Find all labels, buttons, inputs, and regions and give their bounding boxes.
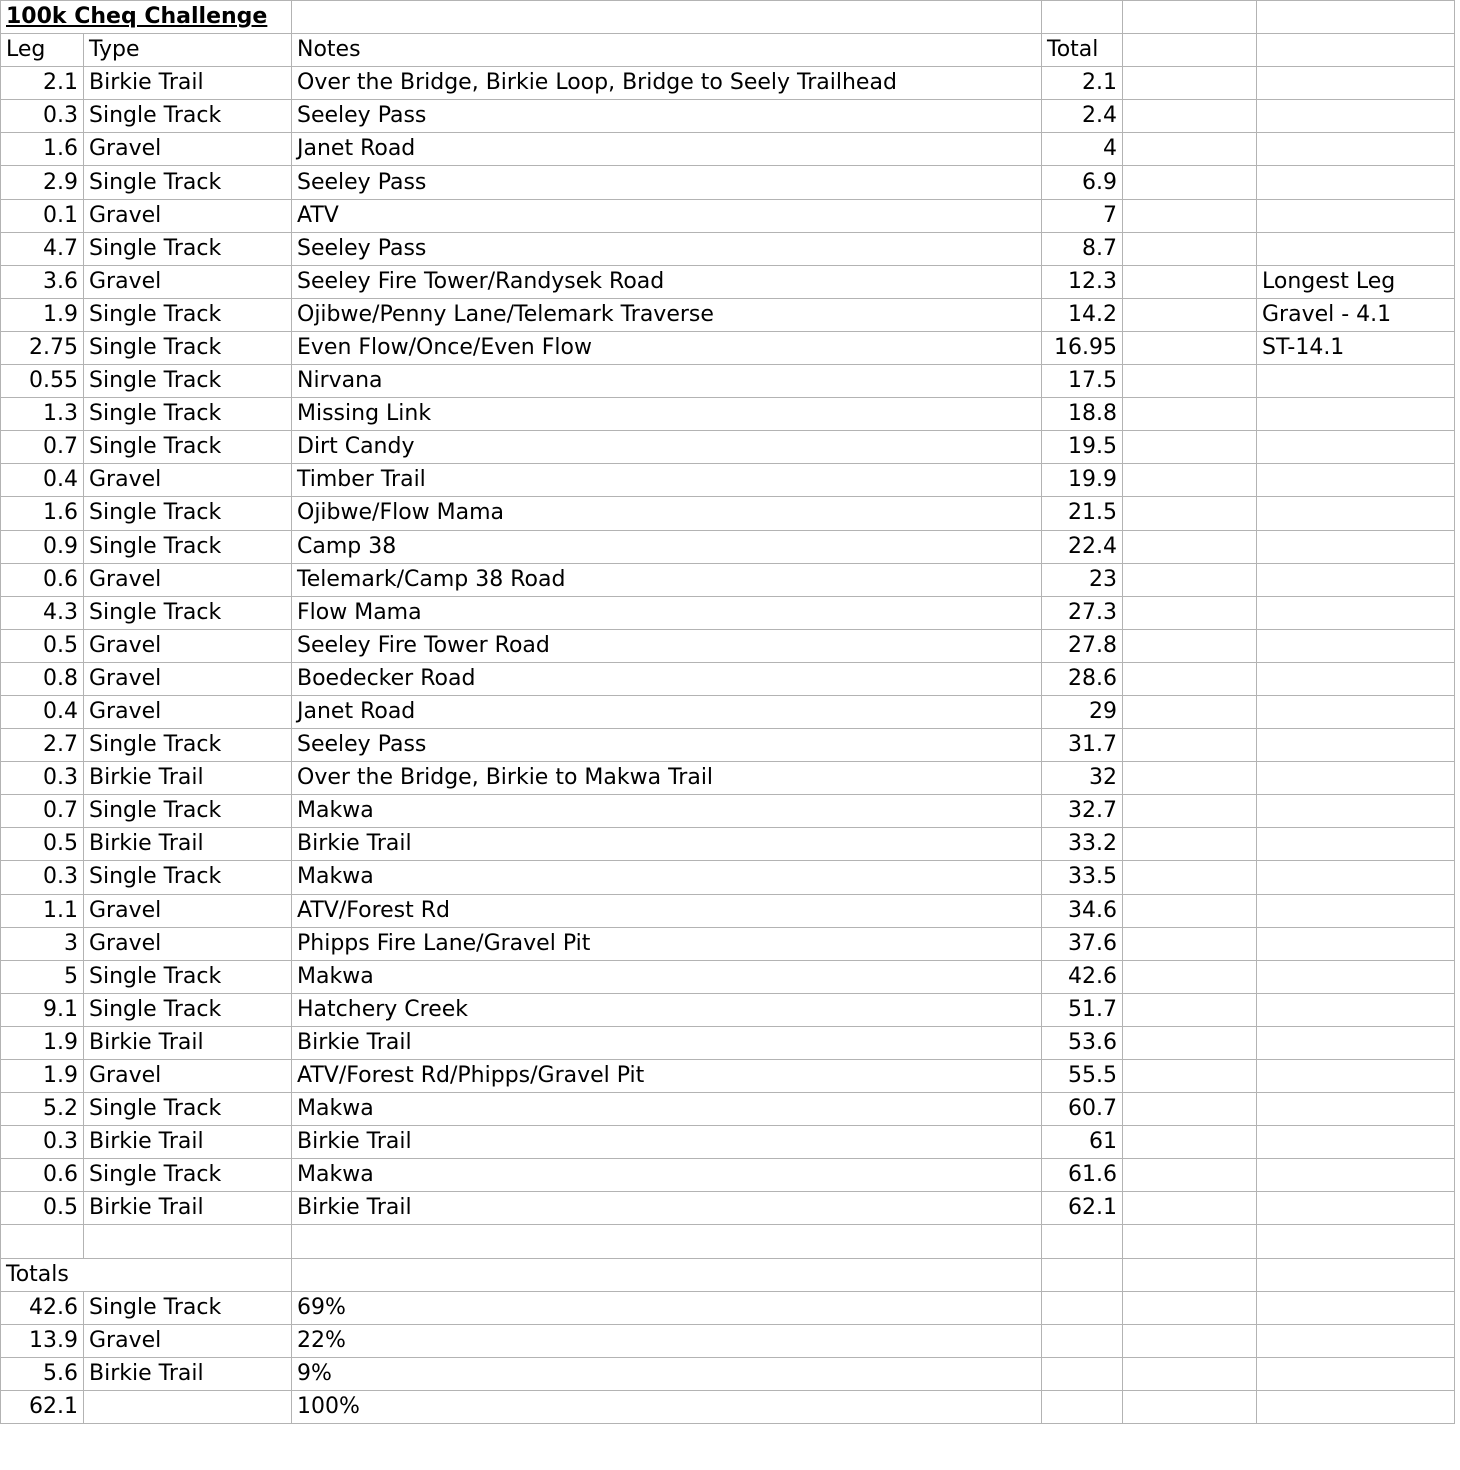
empty-cell[interactable] <box>1042 1291 1123 1324</box>
leg-distance-cell[interactable]: 1.1 <box>1 894 84 927</box>
cumulative-total-cell[interactable]: 32 <box>1042 762 1123 795</box>
leg-type-cell[interactable]: Gravel <box>84 199 292 232</box>
cumulative-total-cell[interactable]: 4 <box>1042 133 1123 166</box>
cumulative-total-cell[interactable]: 53.6 <box>1042 1026 1123 1059</box>
empty-cell[interactable] <box>1123 265 1257 298</box>
side-note-cell[interactable] <box>1257 1093 1455 1126</box>
leg-notes-cell[interactable]: Seeley Pass <box>292 232 1042 265</box>
totals-type-cell[interactable]: Birkie Trail <box>84 1357 292 1390</box>
empty-cell[interactable] <box>292 1 1042 34</box>
leg-notes-cell[interactable]: ATV/Forest Rd/Phipps/Gravel Pit <box>292 1060 1042 1093</box>
side-note-cell[interactable] <box>1257 927 1455 960</box>
leg-distance-cell[interactable]: 0.3 <box>1 1126 84 1159</box>
leg-type-cell[interactable]: Gravel <box>84 133 292 166</box>
side-note-cell[interactable] <box>1257 993 1455 1026</box>
leg-row <box>1 166 1455 199</box>
empty-cell[interactable] <box>1123 1258 1257 1291</box>
leg-notes-cell[interactable]: Birkie Trail <box>292 1026 1042 1059</box>
side-note-cell[interactable] <box>1257 960 1455 993</box>
leg-row <box>1 795 1455 828</box>
leg-notes-cell[interactable]: Phipps Fire Lane/Gravel Pit <box>292 927 1042 960</box>
leg-row <box>1 1192 1455 1225</box>
leg-type-cell[interactable]: Birkie Trail <box>84 67 292 100</box>
empty-cell[interactable] <box>1123 398 1257 431</box>
leg-row <box>1 596 1455 629</box>
cumulative-total-cell[interactable]: 34.6 <box>1042 894 1123 927</box>
cumulative-total-cell[interactable]: 19.5 <box>1042 431 1123 464</box>
leg-row <box>1 431 1455 464</box>
empty-cell[interactable] <box>1123 828 1257 861</box>
header-row <box>1 34 1455 67</box>
empty-cell[interactable] <box>1123 166 1257 199</box>
empty-cell[interactable] <box>1123 530 1257 563</box>
leg-type-cell[interactable]: Single Track <box>84 298 292 331</box>
cumulative-total-cell[interactable]: 60.7 <box>1042 1093 1123 1126</box>
totals-label[interactable]: Totals <box>1 1258 292 1291</box>
leg-distance-cell[interactable]: 0.1 <box>1 199 84 232</box>
empty-cell[interactable] <box>1123 100 1257 133</box>
empty-cell[interactable] <box>1123 1126 1257 1159</box>
side-note-cell[interactable] <box>1257 166 1455 199</box>
empty-cell[interactable] <box>1123 1093 1257 1126</box>
leg-notes-cell[interactable]: Makwa <box>292 861 1042 894</box>
header-leg[interactable]: Leg <box>1 34 84 67</box>
totals-percent-cell[interactable]: 22% <box>292 1324 1042 1357</box>
empty-cell[interactable] <box>1257 1258 1455 1291</box>
leg-notes-cell[interactable]: Seeley Pass <box>292 100 1042 133</box>
empty-cell[interactable] <box>1257 1324 1455 1357</box>
leg-distance-cell[interactable]: 0.5 <box>1 1192 84 1225</box>
blank-row <box>1 1225 1455 1258</box>
side-note-cell[interactable] <box>1257 596 1455 629</box>
leg-notes-cell[interactable]: Seeley Pass <box>292 729 1042 762</box>
empty-cell[interactable] <box>1123 1357 1257 1390</box>
side-note-cell[interactable] <box>1257 762 1455 795</box>
leg-distance-cell[interactable]: 0.7 <box>1 431 84 464</box>
leg-distance-cell[interactable]: 1.9 <box>1 1026 84 1059</box>
leg-type-cell[interactable]: Single Track <box>84 729 292 762</box>
cumulative-total-cell[interactable]: 62.1 <box>1042 1192 1123 1225</box>
empty-cell[interactable] <box>1123 199 1257 232</box>
cumulative-total-cell[interactable]: 27.8 <box>1042 629 1123 662</box>
leg-type-cell[interactable]: Single Track <box>84 1093 292 1126</box>
side-note-cell[interactable] <box>1257 1192 1455 1225</box>
leg-notes-cell[interactable]: Camp 38 <box>292 530 1042 563</box>
leg-type-cell[interactable]: Gravel <box>84 265 292 298</box>
empty-cell[interactable] <box>1123 497 1257 530</box>
cumulative-total-cell[interactable]: 22.4 <box>1042 530 1123 563</box>
side-note-cell[interactable] <box>1257 1126 1455 1159</box>
leg-notes-cell[interactable]: Janet Road <box>292 133 1042 166</box>
cumulative-total-cell[interactable]: 21.5 <box>1042 497 1123 530</box>
leg-row <box>1 67 1455 100</box>
leg-type-cell[interactable]: Single Track <box>84 497 292 530</box>
totals-type-cell[interactable] <box>84 1390 292 1423</box>
side-note-cell[interactable]: Longest Leg <box>1257 265 1455 298</box>
leg-distance-cell[interactable]: 1.9 <box>1 298 84 331</box>
empty-cell[interactable] <box>1257 1291 1455 1324</box>
header-total[interactable]: Total <box>1042 34 1123 67</box>
empty-cell[interactable] <box>1257 1390 1455 1423</box>
leg-type-cell[interactable]: Birkie Trail <box>84 1026 292 1059</box>
leg-row <box>1 828 1455 861</box>
empty-cell[interactable] <box>1042 1 1123 34</box>
leg-notes-cell[interactable]: Hatchery Creek <box>292 993 1042 1026</box>
empty-cell[interactable] <box>1123 1060 1257 1093</box>
leg-distance-cell[interactable]: 0.3 <box>1 762 84 795</box>
side-note-cell[interactable] <box>1257 729 1455 762</box>
cumulative-total-cell[interactable]: 8.7 <box>1042 232 1123 265</box>
leg-distance-cell[interactable]: 5 <box>1 960 84 993</box>
leg-row <box>1 1060 1455 1093</box>
leg-notes-cell[interactable]: Boedecker Road <box>292 662 1042 695</box>
leg-type-cell[interactable]: Single Track <box>84 795 292 828</box>
header-notes[interactable]: Notes <box>292 34 1042 67</box>
totals-percent-cell[interactable]: 9% <box>292 1357 1042 1390</box>
side-note-cell[interactable] <box>1257 100 1455 133</box>
leg-notes-cell[interactable]: Even Flow/Once/Even Flow <box>292 331 1042 364</box>
leg-type-cell[interactable]: Birkie Trail <box>84 762 292 795</box>
leg-distance-cell[interactable]: 0.8 <box>1 662 84 695</box>
empty-cell[interactable] <box>1257 1225 1455 1258</box>
leg-type-cell[interactable]: Single Track <box>84 596 292 629</box>
leg-distance-cell[interactable]: 0.6 <box>1 563 84 596</box>
leg-type-cell[interactable]: Single Track <box>84 398 292 431</box>
cumulative-total-cell[interactable]: 33.5 <box>1042 861 1123 894</box>
side-note-cell[interactable]: Gravel - 4.1 <box>1257 298 1455 331</box>
leg-distance-cell[interactable]: 1.3 <box>1 398 84 431</box>
totals-value-cell[interactable]: 62.1 <box>1 1390 84 1423</box>
totals-percent-cell[interactable]: 100% <box>292 1390 1042 1423</box>
leg-type-cell[interactable]: Gravel <box>84 629 292 662</box>
empty-cell[interactable] <box>1123 1159 1257 1192</box>
side-note-cell[interactable] <box>1257 365 1455 398</box>
leg-row <box>1 331 1455 364</box>
leg-distance-cell[interactable]: 3 <box>1 927 84 960</box>
empty-cell[interactable] <box>1042 1324 1123 1357</box>
totals-value-cell[interactable]: 42.6 <box>1 1291 84 1324</box>
side-note-cell[interactable] <box>1257 629 1455 662</box>
side-note-cell[interactable]: ST-14.1 <box>1257 331 1455 364</box>
leg-row <box>1 927 1455 960</box>
leg-distance-cell[interactable]: 0.5 <box>1 629 84 662</box>
leg-notes-cell[interactable]: Over the Bridge, Birkie Loop, Bridge to Seely Trailhead <box>292 67 1042 100</box>
leg-distance-cell[interactable]: 4.3 <box>1 596 84 629</box>
leg-row <box>1 629 1455 662</box>
side-note-cell[interactable] <box>1257 199 1455 232</box>
leg-row <box>1 762 1455 795</box>
side-note-cell[interactable] <box>1257 563 1455 596</box>
header-type[interactable]: Type <box>84 34 292 67</box>
leg-notes-cell[interactable]: Birkie Trail <box>292 828 1042 861</box>
leg-row <box>1 960 1455 993</box>
leg-distance-cell[interactable]: 0.9 <box>1 530 84 563</box>
totals-row <box>1 1357 1455 1390</box>
leg-type-cell[interactable]: Gravel <box>84 894 292 927</box>
leg-distance-cell[interactable]: 2.9 <box>1 166 84 199</box>
cumulative-total-cell[interactable]: 17.5 <box>1042 365 1123 398</box>
leg-row <box>1 695 1455 728</box>
leg-notes-cell[interactable]: Seeley Pass <box>292 166 1042 199</box>
leg-notes-cell[interactable]: Nirvana <box>292 365 1042 398</box>
empty-cell[interactable] <box>1123 596 1257 629</box>
leg-type-cell[interactable]: Gravel <box>84 1060 292 1093</box>
cumulative-total-cell[interactable]: 37.6 <box>1042 927 1123 960</box>
empty-cell[interactable] <box>1042 1258 1123 1291</box>
leg-distance-cell[interactable]: 0.4 <box>1 464 84 497</box>
leg-notes-cell[interactable]: ATV/Forest Rd <box>292 894 1042 927</box>
leg-notes-cell[interactable]: Birkie Trail <box>292 1126 1042 1159</box>
leg-type-cell[interactable]: Gravel <box>84 662 292 695</box>
empty-cell[interactable] <box>1257 1 1455 34</box>
side-note-cell[interactable] <box>1257 828 1455 861</box>
cumulative-total-cell[interactable]: 51.7 <box>1042 993 1123 1026</box>
leg-row <box>1 398 1455 431</box>
leg-row <box>1 894 1455 927</box>
leg-row <box>1 232 1455 265</box>
cumulative-total-cell[interactable]: 12.3 <box>1042 265 1123 298</box>
empty-cell[interactable] <box>292 1225 1042 1258</box>
empty-cell[interactable] <box>1123 695 1257 728</box>
empty-cell[interactable] <box>84 1225 292 1258</box>
empty-cell[interactable] <box>1042 1390 1123 1423</box>
leg-type-cell[interactable]: Single Track <box>84 431 292 464</box>
leg-notes-cell[interactable]: ATV <box>292 199 1042 232</box>
leg-notes-cell[interactable]: Missing Link <box>292 398 1042 431</box>
totals-percent-cell[interactable]: 69% <box>292 1291 1042 1324</box>
empty-cell[interactable] <box>1123 762 1257 795</box>
leg-distance-cell[interactable]: 0.3 <box>1 100 84 133</box>
totals-value-cell[interactable]: 13.9 <box>1 1324 84 1357</box>
leg-type-cell[interactable]: Single Track <box>84 331 292 364</box>
leg-row <box>1 1093 1455 1126</box>
empty-cell[interactable] <box>1123 1026 1257 1059</box>
totals-type-cell[interactable]: Single Track <box>84 1291 292 1324</box>
side-note-cell[interactable] <box>1257 530 1455 563</box>
leg-distance-cell[interactable]: 5.2 <box>1 1093 84 1126</box>
leg-row <box>1 1126 1455 1159</box>
leg-type-cell[interactable]: Birkie Trail <box>84 1192 292 1225</box>
empty-cell[interactable] <box>1123 1225 1257 1258</box>
side-note-cell[interactable] <box>1257 861 1455 894</box>
leg-distance-cell[interactable]: 9.1 <box>1 993 84 1026</box>
side-note-cell[interactable] <box>1257 232 1455 265</box>
cumulative-total-cell[interactable]: 2.1 <box>1042 67 1123 100</box>
leg-notes-cell[interactable]: Seeley Fire Tower/Randysek Road <box>292 265 1042 298</box>
leg-type-cell[interactable]: Single Track <box>84 1159 292 1192</box>
side-note-cell[interactable] <box>1257 464 1455 497</box>
leg-distance-cell[interactable]: 0.3 <box>1 861 84 894</box>
side-note-cell[interactable] <box>1257 67 1455 100</box>
empty-cell[interactable] <box>292 1258 1042 1291</box>
leg-row <box>1 563 1455 596</box>
cumulative-total-cell[interactable]: 61 <box>1042 1126 1123 1159</box>
empty-cell[interactable] <box>1123 67 1257 100</box>
empty-cell[interactable] <box>1123 662 1257 695</box>
leg-row <box>1 1026 1455 1059</box>
leg-row <box>1 497 1455 530</box>
empty-cell[interactable] <box>1123 1 1257 34</box>
cumulative-total-cell[interactable]: 14.2 <box>1042 298 1123 331</box>
empty-cell[interactable] <box>1123 34 1257 67</box>
empty-cell[interactable] <box>1257 34 1455 67</box>
leg-notes-cell[interactable]: Makwa <box>292 960 1042 993</box>
leg-distance-cell[interactable]: 0.6 <box>1 1159 84 1192</box>
leg-notes-cell[interactable]: Ojibwe/Penny Lane/Telemark Traverse <box>292 298 1042 331</box>
leg-distance-cell[interactable]: 0.7 <box>1 795 84 828</box>
empty-cell[interactable] <box>1123 563 1257 596</box>
empty-cell[interactable] <box>1123 927 1257 960</box>
leg-type-cell[interactable]: Single Track <box>84 100 292 133</box>
leg-type-cell[interactable]: Gravel <box>84 464 292 497</box>
leg-distance-cell[interactable]: 0.5 <box>1 828 84 861</box>
leg-notes-cell[interactable]: Makwa <box>292 1093 1042 1126</box>
empty-cell[interactable] <box>1123 729 1257 762</box>
empty-cell[interactable] <box>1123 464 1257 497</box>
leg-row <box>1 662 1455 695</box>
leg-row <box>1 265 1455 298</box>
cumulative-total-cell[interactable]: 61.6 <box>1042 1159 1123 1192</box>
empty-cell[interactable] <box>1123 331 1257 364</box>
leg-type-cell[interactable]: Single Track <box>84 166 292 199</box>
leg-row <box>1 199 1455 232</box>
side-note-cell[interactable] <box>1257 795 1455 828</box>
side-note-cell[interactable] <box>1257 894 1455 927</box>
leg-distance-cell[interactable]: 3.6 <box>1 265 84 298</box>
empty-cell[interactable] <box>1123 133 1257 166</box>
leg-notes-cell[interactable]: Over the Bridge, Birkie to Makwa Trail <box>292 762 1042 795</box>
leg-row <box>1 464 1455 497</box>
totals-row <box>1 1324 1455 1357</box>
leg-type-cell[interactable]: Birkie Trail <box>84 828 292 861</box>
empty-cell[interactable] <box>1123 365 1257 398</box>
side-note-cell[interactable] <box>1257 1060 1455 1093</box>
leg-notes-cell[interactable]: Seeley Fire Tower Road <box>292 629 1042 662</box>
empty-cell[interactable] <box>1 1225 84 1258</box>
empty-cell[interactable] <box>1123 1291 1257 1324</box>
leg-row <box>1 298 1455 331</box>
cumulative-total-cell[interactable]: 18.8 <box>1042 398 1123 431</box>
leg-row <box>1 1159 1455 1192</box>
leg-distance-cell[interactable]: 4.7 <box>1 232 84 265</box>
leg-distance-cell[interactable]: 2.1 <box>1 67 84 100</box>
leg-type-cell[interactable]: Single Track <box>84 365 292 398</box>
leg-type-cell[interactable]: Single Track <box>84 530 292 563</box>
empty-cell[interactable] <box>1123 795 1257 828</box>
empty-cell[interactable] <box>1123 232 1257 265</box>
leg-distance-cell[interactable]: 1.6 <box>1 497 84 530</box>
cumulative-total-cell[interactable]: 7 <box>1042 199 1123 232</box>
leg-distance-cell[interactable]: 2.75 <box>1 331 84 364</box>
empty-cell[interactable] <box>1123 993 1257 1026</box>
empty-cell[interactable] <box>1123 1390 1257 1423</box>
empty-cell[interactable] <box>1123 298 1257 331</box>
cumulative-total-cell[interactable]: 6.9 <box>1042 166 1123 199</box>
empty-cell[interactable] <box>1123 1324 1257 1357</box>
empty-cell[interactable] <box>1123 431 1257 464</box>
side-note-cell[interactable] <box>1257 1159 1455 1192</box>
leg-distance-cell[interactable]: 0.55 <box>1 365 84 398</box>
leg-type-cell[interactable]: Single Track <box>84 960 292 993</box>
side-note-cell[interactable] <box>1257 497 1455 530</box>
leg-row <box>1 133 1455 166</box>
empty-cell[interactable] <box>1257 1357 1455 1390</box>
leg-type-cell[interactable]: Gravel <box>84 563 292 596</box>
cumulative-total-cell[interactable]: 28.6 <box>1042 662 1123 695</box>
cumulative-total-cell[interactable]: 55.5 <box>1042 1060 1123 1093</box>
cumulative-total-cell[interactable]: 2.4 <box>1042 100 1123 133</box>
empty-cell[interactable] <box>1042 1225 1123 1258</box>
empty-cell[interactable] <box>1123 861 1257 894</box>
leg-type-cell[interactable]: Gravel <box>84 695 292 728</box>
leg-row <box>1 365 1455 398</box>
cumulative-total-cell[interactable]: 29 <box>1042 695 1123 728</box>
totals-row <box>1 1390 1455 1423</box>
leg-type-cell[interactable]: Gravel <box>84 927 292 960</box>
cumulative-total-cell[interactable]: 19.9 <box>1042 464 1123 497</box>
leg-type-cell[interactable]: Single Track <box>84 861 292 894</box>
sheet-title[interactable]: 100k Cheq Challenge <box>1 1 292 34</box>
side-note-cell[interactable] <box>1257 695 1455 728</box>
leg-notes-cell[interactable]: Dirt Candy <box>292 431 1042 464</box>
leg-row <box>1 861 1455 894</box>
totals-label-row <box>1 1258 1455 1291</box>
leg-row <box>1 993 1455 1026</box>
empty-cell[interactable] <box>1042 1357 1123 1390</box>
cumulative-total-cell[interactable]: 31.7 <box>1042 729 1123 762</box>
empty-cell[interactable] <box>1123 629 1257 662</box>
leg-notes-cell[interactable]: Timber Trail <box>292 464 1042 497</box>
side-note-cell[interactable] <box>1257 133 1455 166</box>
totals-value-cell[interactable]: 5.6 <box>1 1357 84 1390</box>
leg-distance-cell[interactable]: 1.9 <box>1 1060 84 1093</box>
leg-notes-cell[interactable]: Makwa <box>292 795 1042 828</box>
leg-notes-cell[interactable]: Ojibwe/Flow Mama <box>292 497 1042 530</box>
leg-notes-cell[interactable]: Telemark/Camp 38 Road <box>292 563 1042 596</box>
side-note-cell[interactable] <box>1257 431 1455 464</box>
totals-type-cell[interactable]: Gravel <box>84 1324 292 1357</box>
cumulative-total-cell[interactable]: 42.6 <box>1042 960 1123 993</box>
leg-notes-cell[interactable]: Janet Road <box>292 695 1042 728</box>
empty-cell[interactable] <box>1123 960 1257 993</box>
leg-distance-cell[interactable]: 0.4 <box>1 695 84 728</box>
cumulative-total-cell[interactable]: 32.7 <box>1042 795 1123 828</box>
leg-notes-cell[interactable]: Makwa <box>292 1159 1042 1192</box>
cumulative-total-cell[interactable]: 16.95 <box>1042 331 1123 364</box>
totals-row <box>1 1291 1455 1324</box>
leg-distance-cell[interactable]: 1.6 <box>1 133 84 166</box>
leg-distance-cell[interactable]: 2.7 <box>1 729 84 762</box>
leg-row <box>1 530 1455 563</box>
leg-notes-cell[interactable]: Birkie Trail <box>292 1192 1042 1225</box>
leg-type-cell[interactable]: Single Track <box>84 232 292 265</box>
empty-cell[interactable] <box>1123 894 1257 927</box>
leg-type-cell[interactable]: Single Track <box>84 993 292 1026</box>
leg-notes-cell[interactable]: Flow Mama <box>292 596 1042 629</box>
cumulative-total-cell[interactable]: 33.2 <box>1042 828 1123 861</box>
title-row <box>1 1 1455 34</box>
leg-row <box>1 100 1455 133</box>
side-note-cell[interactable] <box>1257 398 1455 431</box>
empty-cell[interactable] <box>1123 1192 1257 1225</box>
leg-type-cell[interactable]: Birkie Trail <box>84 1126 292 1159</box>
cumulative-total-cell[interactable]: 27.3 <box>1042 596 1123 629</box>
leg-row <box>1 729 1455 762</box>
side-note-cell[interactable] <box>1257 662 1455 695</box>
cumulative-total-cell[interactable]: 23 <box>1042 563 1123 596</box>
side-note-cell[interactable] <box>1257 1026 1455 1059</box>
